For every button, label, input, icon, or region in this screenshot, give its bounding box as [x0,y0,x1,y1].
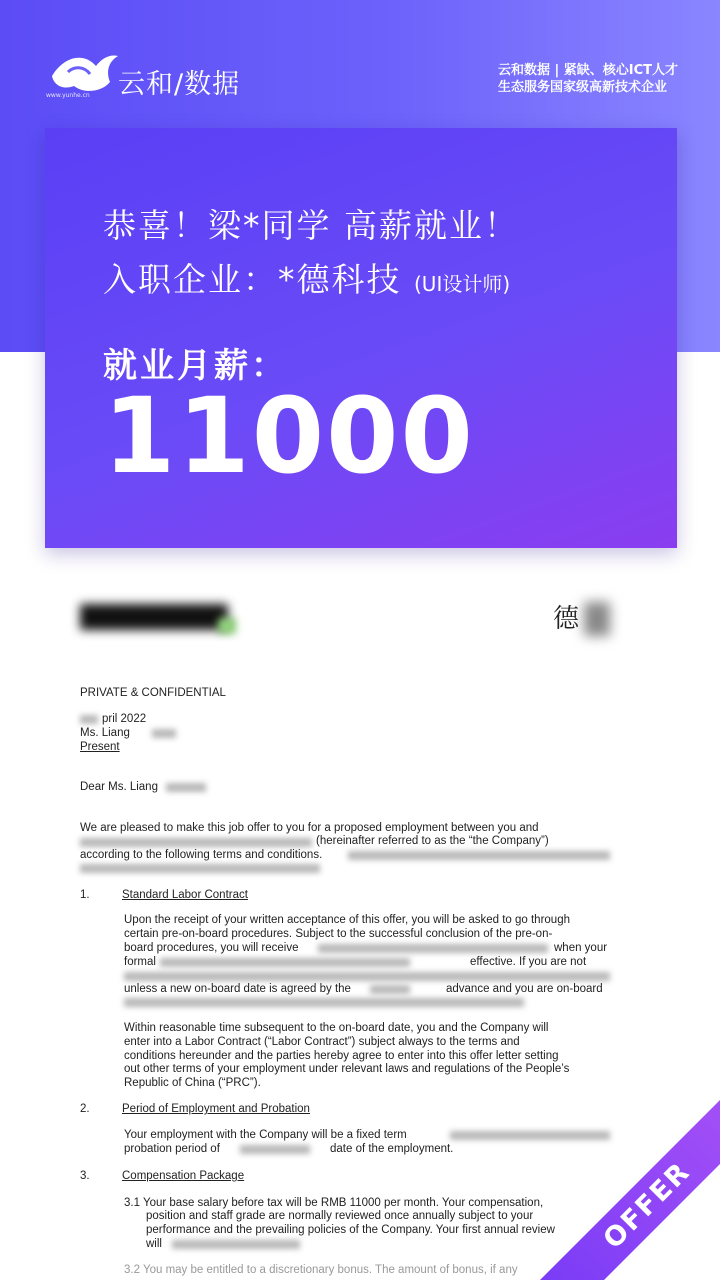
congrats-heading: 恭喜！梁*同学 高薪就业！ [103,206,519,245]
section-1-number: 1. [80,889,90,901]
company-line [103,254,510,301]
intro-line-2: (hereinafter referred to as the “the Company”) [316,835,549,847]
role-label: (UI设计师) [414,272,511,296]
offer-ribbon-label: OFFER [597,1155,697,1256]
tagline-line-1: 云和数据 | 紧缺、核心ICT人才 [497,63,678,78]
s1-line-6a: unless a new on-board date is agreed by the [124,983,351,995]
s3-line-5: 3.2 You may be entitled to a discretionary bonus. The amount of bonus, if any [124,1264,518,1276]
s1p2-line-2: enter into a Labor Contract (“Labor Contract”) subject always to the terms and [124,1036,520,1048]
letter-date: pril 2022 [102,713,147,725]
s1p2-line-4: out other terms of your employment under relevant laws and regulations of the People’s [124,1063,570,1075]
s1p2-line-3: conditions hereunder and the parties hereby agree to enter into this offer letter setting [124,1050,559,1062]
recipient-present: Present [80,741,120,753]
s1-line-4a: formal [124,956,156,968]
s2-line-2b: date of the employment. [330,1143,454,1155]
intro-line-3: according to the following terms and conditions. [80,849,323,861]
section-2-number: 2. [80,1103,90,1115]
company-logo-blurred [80,600,230,634]
section-3-title: Compensation Package [122,1170,245,1182]
s1p2-line-5: Republic of China (“PRC”). [124,1077,261,1089]
offer-card [45,128,677,548]
s1-line-6b: advance and you are on-board [446,983,603,995]
salary-label: 就业月薪： [103,346,288,386]
section-3-number: 3. [80,1170,90,1182]
tagline-line-2: 生态服务国家级高新技术企业 [497,80,667,95]
s3-line-3: performance and the prevailing policies of the Company. Your first annual review [146,1224,555,1236]
company-mark-blur [584,602,610,636]
offer-ribbon-shape [540,1100,720,1280]
logo-text: 云和∕数据 [118,69,241,100]
company-mark: 德 [553,604,580,634]
confidential-label: PRIVATE & CONFIDENTIAL [80,687,226,699]
section-1-title: Standard Labor Contract [122,889,248,901]
logo-url: www.yunhe.cn [46,92,90,99]
s1-line-3: board procedures, you will receive [124,942,299,954]
s3-line-2: position and staff grade are normally reviewed once annually subject to your [146,1210,534,1222]
s1-line-1: Upon the receipt of your written acceptance of this offer, you will be asked to go through [124,914,570,926]
greeting: Dear Ms. Liang [80,781,158,793]
s2-line-1: Your employment with the Company will be a fixed term [124,1129,407,1141]
s1-line-3b: when your [554,942,608,954]
salary-value: 11000 [103,375,475,497]
company-name: 入职企业：*德科技 [103,260,402,299]
section-2-title: Period of Employment and Probation [122,1103,310,1115]
s1p2-line-1: Within reasonable time subsequent to the on-board date, you and the Company will [124,1022,549,1034]
s1-line-2: certain pre-on-board procedures. Subject to the successful conclusion of the pre-on- [124,928,553,940]
tagline [498,62,678,96]
s1-line-4b: effective. If you are not [470,956,587,968]
s3-line-4: will [146,1238,162,1250]
intro-line-1: We are pleased to make this job offer to you for a proposed employment between you and [80,822,539,834]
recipient-name: Ms. Liang [80,727,130,739]
s3-line-1: 3.1 Your base salary before tax will be RMB 11000 per month. Your compensation, [124,1197,544,1209]
s2-line-2a: probation period of [124,1143,220,1155]
